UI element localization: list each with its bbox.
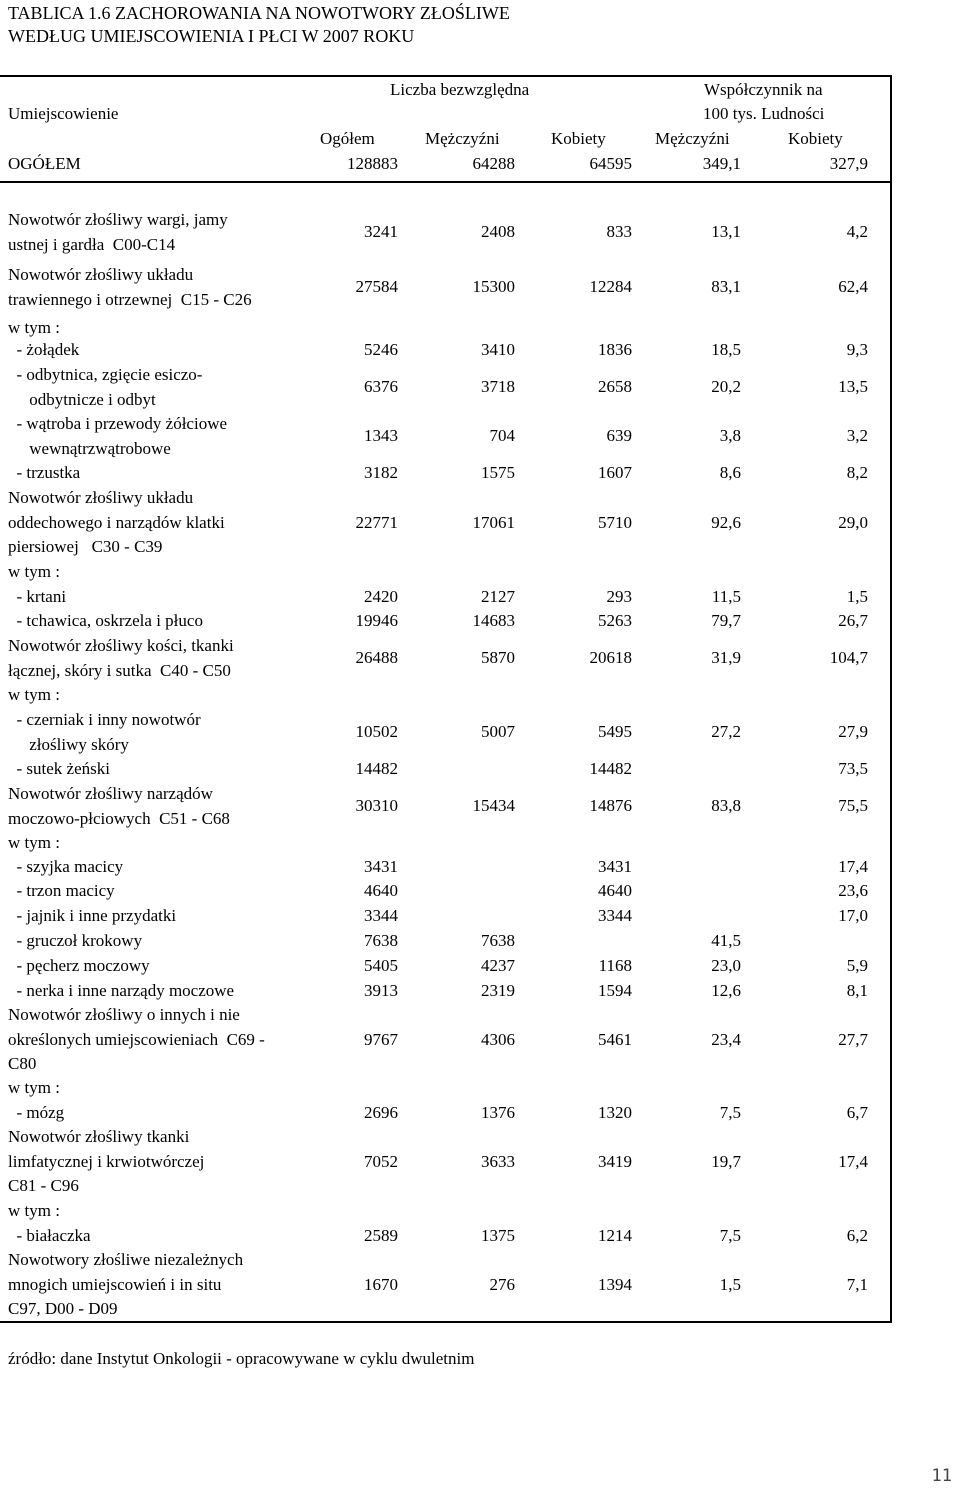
row-label: Nowotwór złośliwy wargi, jamy (8, 210, 228, 229)
row-label: - mózg (8, 1103, 65, 1122)
row-label: w tym : (8, 562, 60, 581)
row-value: 7638 (481, 931, 515, 950)
row-value: 1168 (598, 956, 632, 975)
row-value: 1594 (598, 981, 632, 1000)
row-label: odbytnicze i odbyt (8, 389, 156, 409)
row-value: 833 (606, 222, 632, 242)
row-value: 23,0 (711, 956, 741, 975)
row-label: - szyjka macicy (8, 857, 124, 876)
row-value: 3182 (364, 463, 398, 482)
row-label: C80 (8, 1054, 37, 1074)
row-value: 2420 (364, 587, 398, 606)
row-value: 5495 (598, 722, 632, 742)
row-value: 19,7 (711, 1151, 741, 1171)
row-label: - nerka i inne narządy moczowe (8, 981, 235, 1000)
row-value: 4,2 (846, 222, 868, 242)
row-value: 9767 (364, 1029, 398, 1049)
row-value: 4237 (481, 956, 515, 975)
row-value: 3419 (598, 1151, 632, 1171)
row-value: 1214 (598, 1226, 632, 1245)
row-value: 3431 (364, 857, 398, 876)
row-value: 2408 (481, 222, 515, 242)
row-value: 2127 (481, 587, 515, 606)
row-label: - odbytnica, zgięcie esiczo- (8, 365, 203, 384)
row-value: 3344 (364, 906, 398, 925)
row-value: 1375 (481, 1226, 515, 1245)
header-col-men-rate: Mężczyźni (655, 129, 730, 148)
row-value: 7,5 (719, 1103, 741, 1122)
row-value: 17,0 (838, 906, 868, 925)
row-value: 15434 (472, 796, 515, 816)
row-value: 20,2 (711, 377, 741, 397)
row-value: 62,4 (838, 277, 868, 297)
total-value: 64595 (589, 154, 632, 173)
total-value: 327,9 (829, 154, 868, 173)
row-value: 3,2 (846, 426, 868, 446)
row-value: 3,8 (719, 426, 741, 446)
row-value: 41,5 (711, 931, 741, 950)
row-value: 14683 (472, 611, 515, 630)
row-value: 22771 (355, 512, 398, 532)
table-bottom-border (0, 1321, 892, 1323)
row-label: - trzustka (8, 463, 81, 482)
row-value: 19946 (355, 611, 398, 630)
row-value: 10502 (355, 722, 398, 742)
row-value: 293 (606, 587, 632, 606)
row-label: Nowotwór złośliwy układu (8, 488, 194, 507)
row-value: 5710 (598, 512, 632, 532)
row-value: 1343 (364, 426, 398, 446)
row-label: - żołądek (8, 340, 80, 359)
row-value: 5461 (598, 1029, 632, 1049)
table-title-line-1: TABLICA 1.6 ZACHOROWANIA NA NOWOTWORY ZŁOŚLIWE (8, 3, 510, 23)
header-coefficient-line-2: 100 tys. Ludności (703, 104, 825, 123)
row-label: - trzon macicy (8, 881, 115, 900)
row-label: piersiowej C30 - C39 (8, 537, 163, 557)
total-value: 349,1 (702, 154, 741, 173)
header-absolute-count: Liczba bezwzględna (390, 80, 530, 99)
row-value: 104,7 (829, 648, 868, 668)
row-value: 1376 (481, 1103, 515, 1122)
row-label: w tym : (8, 1201, 60, 1220)
row-label: wewnątrzwątrobowe (8, 438, 171, 458)
row-value: 8,2 (846, 463, 868, 482)
row-value: 1320 (598, 1103, 632, 1122)
header-location: Umiejscowienie (8, 104, 119, 123)
row-label: - wątroba i przewody żółciowe (8, 414, 228, 433)
row-value: 79,7 (711, 611, 741, 630)
row-value: 17,4 (838, 1151, 868, 1171)
total-label: OGÓŁEM (8, 154, 81, 173)
total-value: 64288 (472, 154, 515, 173)
row-label: określonych umiejscowieniach C69 - (8, 1029, 265, 1049)
row-value: 5246 (364, 340, 398, 359)
row-label: Nowotwory złośliwe niezależnych (8, 1250, 244, 1269)
row-value: 1575 (481, 463, 515, 482)
row-value: 3718 (481, 377, 515, 397)
row-value: 17061 (472, 512, 515, 532)
row-value: 27,7 (838, 1029, 868, 1049)
row-value: 83,8 (711, 796, 741, 816)
total-value: 128883 (347, 154, 398, 173)
table-right-border (890, 75, 892, 1323)
row-label: Nowotwór złośliwy narządów (8, 784, 213, 803)
row-value: 31,9 (711, 648, 741, 668)
row-value: 6,7 (846, 1103, 868, 1122)
row-value: 26488 (355, 648, 398, 668)
row-value: 6376 (364, 377, 398, 397)
source-note: źródło: dane Instytut Onkologii - opracowywane w cyklu dwuletnim (8, 1349, 475, 1368)
row-label: w tym : (8, 685, 60, 704)
row-value: 13,1 (711, 222, 741, 242)
table-top-border (0, 75, 892, 77)
row-value: 75,5 (838, 796, 868, 816)
row-value: 5263 (598, 611, 632, 630)
row-value: 23,4 (711, 1029, 741, 1049)
row-value: 3344 (598, 906, 632, 925)
row-value: 4640 (364, 881, 398, 900)
row-value: 2319 (481, 981, 515, 1000)
row-label: - krtani (8, 587, 67, 606)
row-value: 27584 (355, 277, 398, 297)
row-value: 20618 (589, 648, 632, 668)
row-value: 2696 (364, 1103, 398, 1122)
row-value: 704 (489, 426, 515, 446)
row-value: 14482 (589, 759, 632, 778)
row-value: 1670 (364, 1274, 398, 1294)
row-label: w tym : (8, 318, 60, 337)
row-label: - gruczoł krokowy (8, 931, 143, 950)
header-col-women-rate: Kobiety (788, 129, 843, 148)
row-label: - tchawica, oskrzela i płuco (8, 611, 203, 630)
row-value: 5007 (481, 722, 515, 742)
row-value: 7052 (364, 1151, 398, 1171)
row-label: ustnej i gardła C00-C14 (8, 234, 176, 254)
row-value: 14482 (355, 759, 398, 778)
row-label: - jajnik i inne przydatki (8, 906, 177, 925)
row-label: - czerniak i inny nowotwór (8, 710, 201, 729)
page-number: 11 (931, 1466, 952, 1486)
row-value: 4306 (481, 1029, 515, 1049)
row-value: 12284 (589, 277, 632, 297)
row-value: 92,6 (711, 512, 741, 532)
row-value: 15300 (472, 277, 515, 297)
row-value: 14876 (589, 796, 632, 816)
row-value: 6,2 (846, 1226, 868, 1245)
row-value: 30310 (355, 796, 398, 816)
row-label: trawiennego i otrzewnej C15 - C26 (8, 289, 252, 309)
row-value: 1607 (598, 463, 632, 482)
row-value: 1394 (598, 1274, 632, 1294)
row-value: 27,2 (711, 722, 741, 742)
row-value: 8,1 (846, 981, 868, 1000)
row-value: 83,1 (711, 277, 741, 297)
row-value: 5405 (364, 956, 398, 975)
row-label: w tym : (8, 833, 60, 852)
header-col-men: Mężczyźni (425, 129, 500, 148)
row-label: Nowotwór złośliwy układu (8, 265, 194, 284)
row-label: Nowotwór złośliwy kości, tkanki (8, 636, 234, 655)
row-label: C81 - C96 (8, 1176, 79, 1196)
row-value: 5870 (481, 648, 515, 668)
row-label: - pęcherz moczowy (8, 956, 150, 975)
row-value: 12,6 (711, 981, 741, 1000)
row-label: - białaczka (8, 1226, 91, 1245)
row-label: moczowo-płciowych C51 - C68 (8, 808, 230, 828)
row-value: 8,6 (719, 463, 741, 482)
row-label: łącznej, skóry i sutka C40 - C50 (8, 660, 231, 680)
header-col-women: Kobiety (551, 129, 606, 148)
row-label: Nowotwór złośliwy o innych i nie (8, 1005, 240, 1024)
row-value: 3410 (481, 340, 515, 359)
row-value: 4640 (598, 881, 632, 900)
row-label: mnogich umiejscowień i in situ (8, 1274, 222, 1294)
row-value: 639 (606, 426, 632, 446)
row-value: 27,9 (838, 722, 868, 742)
row-value: 9,3 (846, 340, 868, 359)
row-value: 3431 (598, 857, 632, 876)
row-value: 2658 (598, 377, 632, 397)
row-value: 276 (489, 1274, 515, 1294)
row-value: 13,5 (838, 377, 868, 397)
row-value: 3241 (364, 222, 398, 242)
row-value: 3633 (481, 1151, 515, 1171)
header-col-total: Ogółem (320, 129, 375, 148)
row-value: 1836 (598, 340, 632, 359)
row-label: C97, D00 - D09 (8, 1299, 118, 1319)
row-value: 11,5 (711, 587, 741, 606)
row-value: 26,7 (838, 611, 868, 630)
row-label: - sutek żeński (8, 759, 110, 778)
row-value: 1,5 (846, 587, 868, 606)
row-value: 3913 (364, 981, 398, 1000)
table-title-line-2: WEDŁUG UMIEJSCOWIENIA I PŁCI W 2007 ROKU (8, 26, 415, 46)
row-value: 7638 (364, 931, 398, 950)
row-label: złośliwy skóry (8, 734, 129, 754)
row-label: Nowotwór złośliwy tkanki (8, 1127, 190, 1146)
header-divider (0, 181, 892, 183)
row-label: w tym : (8, 1078, 60, 1097)
row-value: 29,0 (838, 512, 868, 532)
row-value: 1,5 (719, 1274, 741, 1294)
row-label: limfatycznej i krwiotwórczej (8, 1151, 205, 1171)
row-value: 18,5 (711, 340, 741, 359)
row-value: 23,6 (838, 881, 868, 900)
row-value: 7,1 (846, 1274, 868, 1294)
row-value: 17,4 (838, 857, 868, 876)
row-value: 73,5 (838, 759, 868, 778)
row-value: 2589 (364, 1226, 398, 1245)
header-coefficient-line-1: Współczynnik na (704, 80, 823, 99)
row-value: 7,5 (719, 1226, 741, 1245)
row-value: 5,9 (846, 956, 868, 975)
row-label: oddechowego i narządów klatki (8, 512, 225, 532)
